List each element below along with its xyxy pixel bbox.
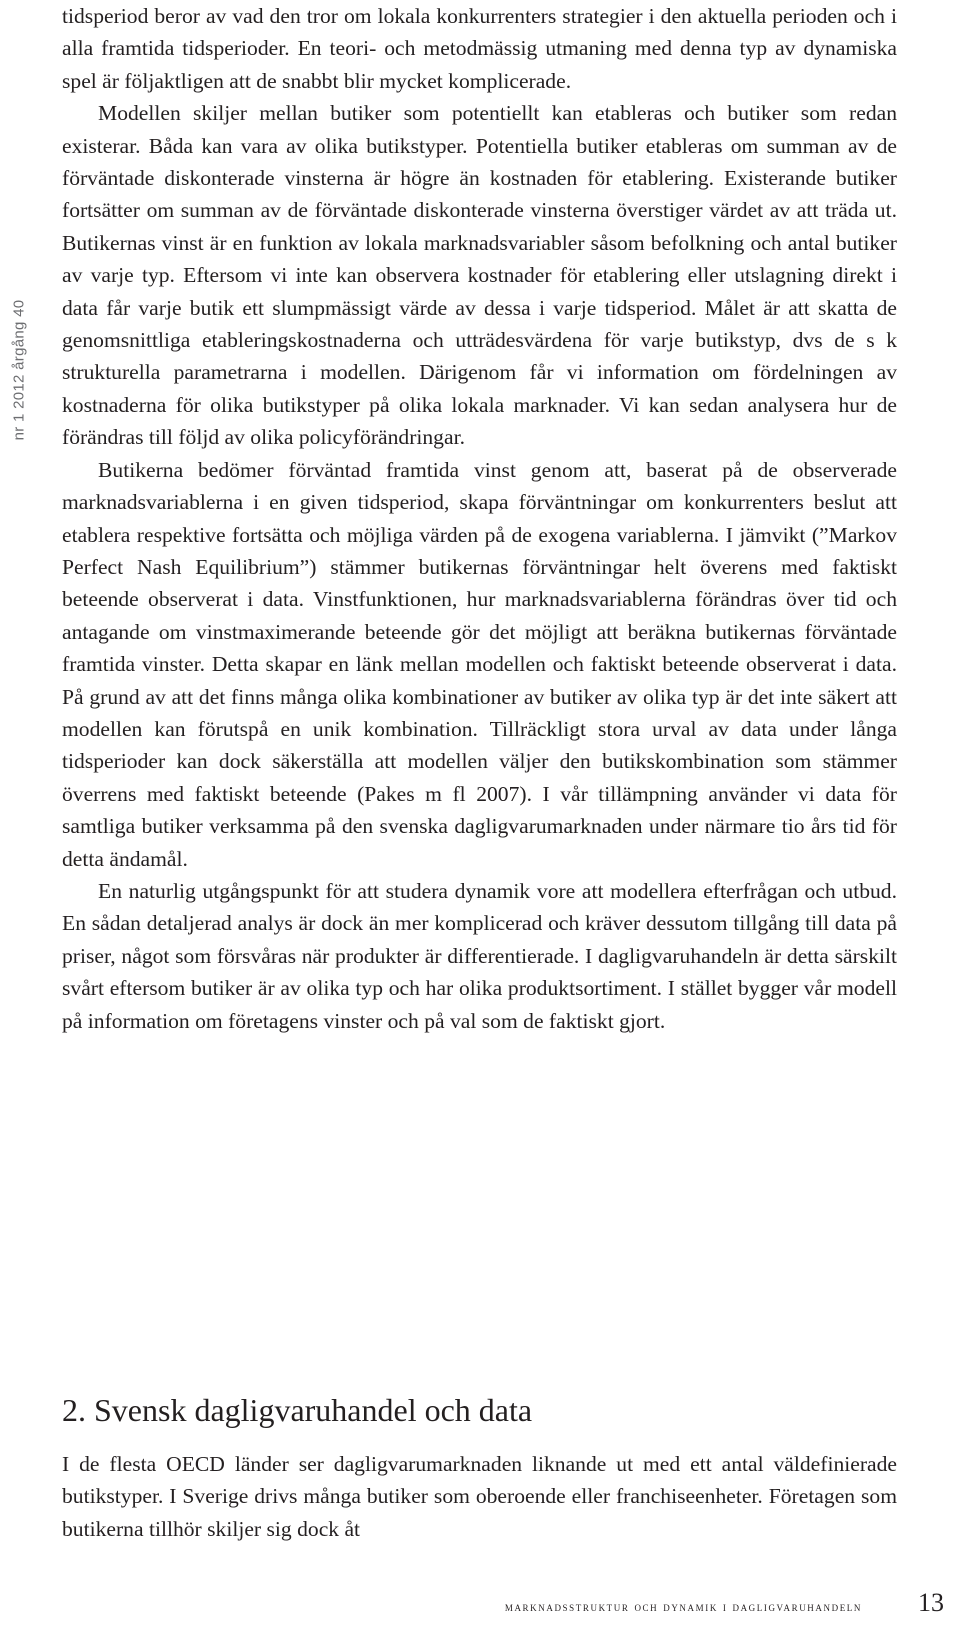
paragraph-continued: tidsperiod beror av vad den tror om lokala konkurrenters strategier i den aktuella perioden och i alla framtida tidsperioder. En teori- och metodmässig utmaning med denna typ av dynamiska spel är följaktligen att de snabbt blir mycket komplicerade. bbox=[62, 4, 897, 93]
section-intro-paragraph: I de flesta OECD länder ser dagligvarumarknaden liknande ut med ett antal väldefinierade butikstyper. I Sverige drivs många butiker som oberoende eller franchiseenheter. Företagen som butikerna tillhör skiljer sig dock åt bbox=[62, 1452, 897, 1541]
article-body bbox=[62, 0, 897, 1037]
page-number: 13 bbox=[918, 1588, 944, 1617]
running-footer-title: marknadsstruktur och dynamik i dagligvaruhandeln bbox=[504, 1599, 862, 1614]
journal-issue-label: nr 1 2012 årgång 40 bbox=[10, 299, 28, 441]
paragraph-model-description: Modellen skiljer mellan butiker som potentiellt kan etableras och butiker som redan existerar. Båda kan vara av olika butikstyper. Potentiella butiker etableras om summan av de förväntade diskonterade vinsterna är högre än kostnaden för etablering. Existerande butiker fortsätter om summan av de förväntade diskonterade vinsterna överstiger värdet av att träda ut. Butikernas vinst är en funktion av lokala marknadsvariabler såsom befolkning och antal butiker av varje typ. Eftersom vi inte kan observera kostnader för etablering eller utslagning direkt i data får varje butik ett slumpmässigt värde av dessa i varje tidsperiod. Målet är att skatta de genomsnittliga etableringskostnaderna och utträdesvärdena för varje butikstyp, dvs de s k strukturella parametrarna i modellen. Därigenom får vi information om fördelningen av kostnaderna för olika butikstyper på olika lokala marknader. Vi kan sedan analysera hur de förändras till följd av olika policyförändringar. bbox=[62, 101, 897, 450]
section-heading: 2. Svensk dagligvaruhandel och data bbox=[62, 1392, 533, 1428]
paragraph-expectations: Butikerna bedömer förväntad framtida vinst genom att, baserat på de observerade marknadsvariablerna i en given tidsperiod, skapa förväntningar om konkurrenters beslut att etablera respektive fortsätta och möjliga värden på de exogena variablerna. I jämvikt (”Markov Perfect Nash Equilibrium”) stämmer butikernas förväntningar helt överens med faktiskt beteende observerat i data. Vinstfunktionen, hur marknadsvariablerna förändras över tid och antagande om vinstmaximerande beteende gör det möjligt att beräkna butikernas förväntade framtida vinster. Detta skapar en länk mellan modellen och faktiskt beteende observerat i data. På grund av att det finns många olika kombinationer av butiker av olika typ är det inte säkert att modellen kan förutspå en unik kombination. Tillräckligt stora urval av data under långa tidsperioder kan dock säkerställa att modellen väljer den butikskombination som stämmer överrens med faktiskt beteende (Pakes m fl 2007). I vår tillämpning använder vi data för samtliga butiker verksamma på den svenska dagligvarumarknaden under närmare tio års tid för detta ändamål. bbox=[62, 457, 897, 871]
paragraph-starting-point: En naturlig utgångspunkt för att studera dynamik vore att modellera efterfrågan och utbud. En sådan detaljerad analys är dock än mer komplicerad och kräver dessutom tillgång till data på priser, något som försvåras när produkter är differentierade. I dagligvaruhandeln är detta särskilt svårt eftersom butiker är av olika typ och har olika produktsortiment. I stället bygger vår modell på information om företagens vinster och på val som de faktiskt gjort. bbox=[62, 878, 897, 1033]
